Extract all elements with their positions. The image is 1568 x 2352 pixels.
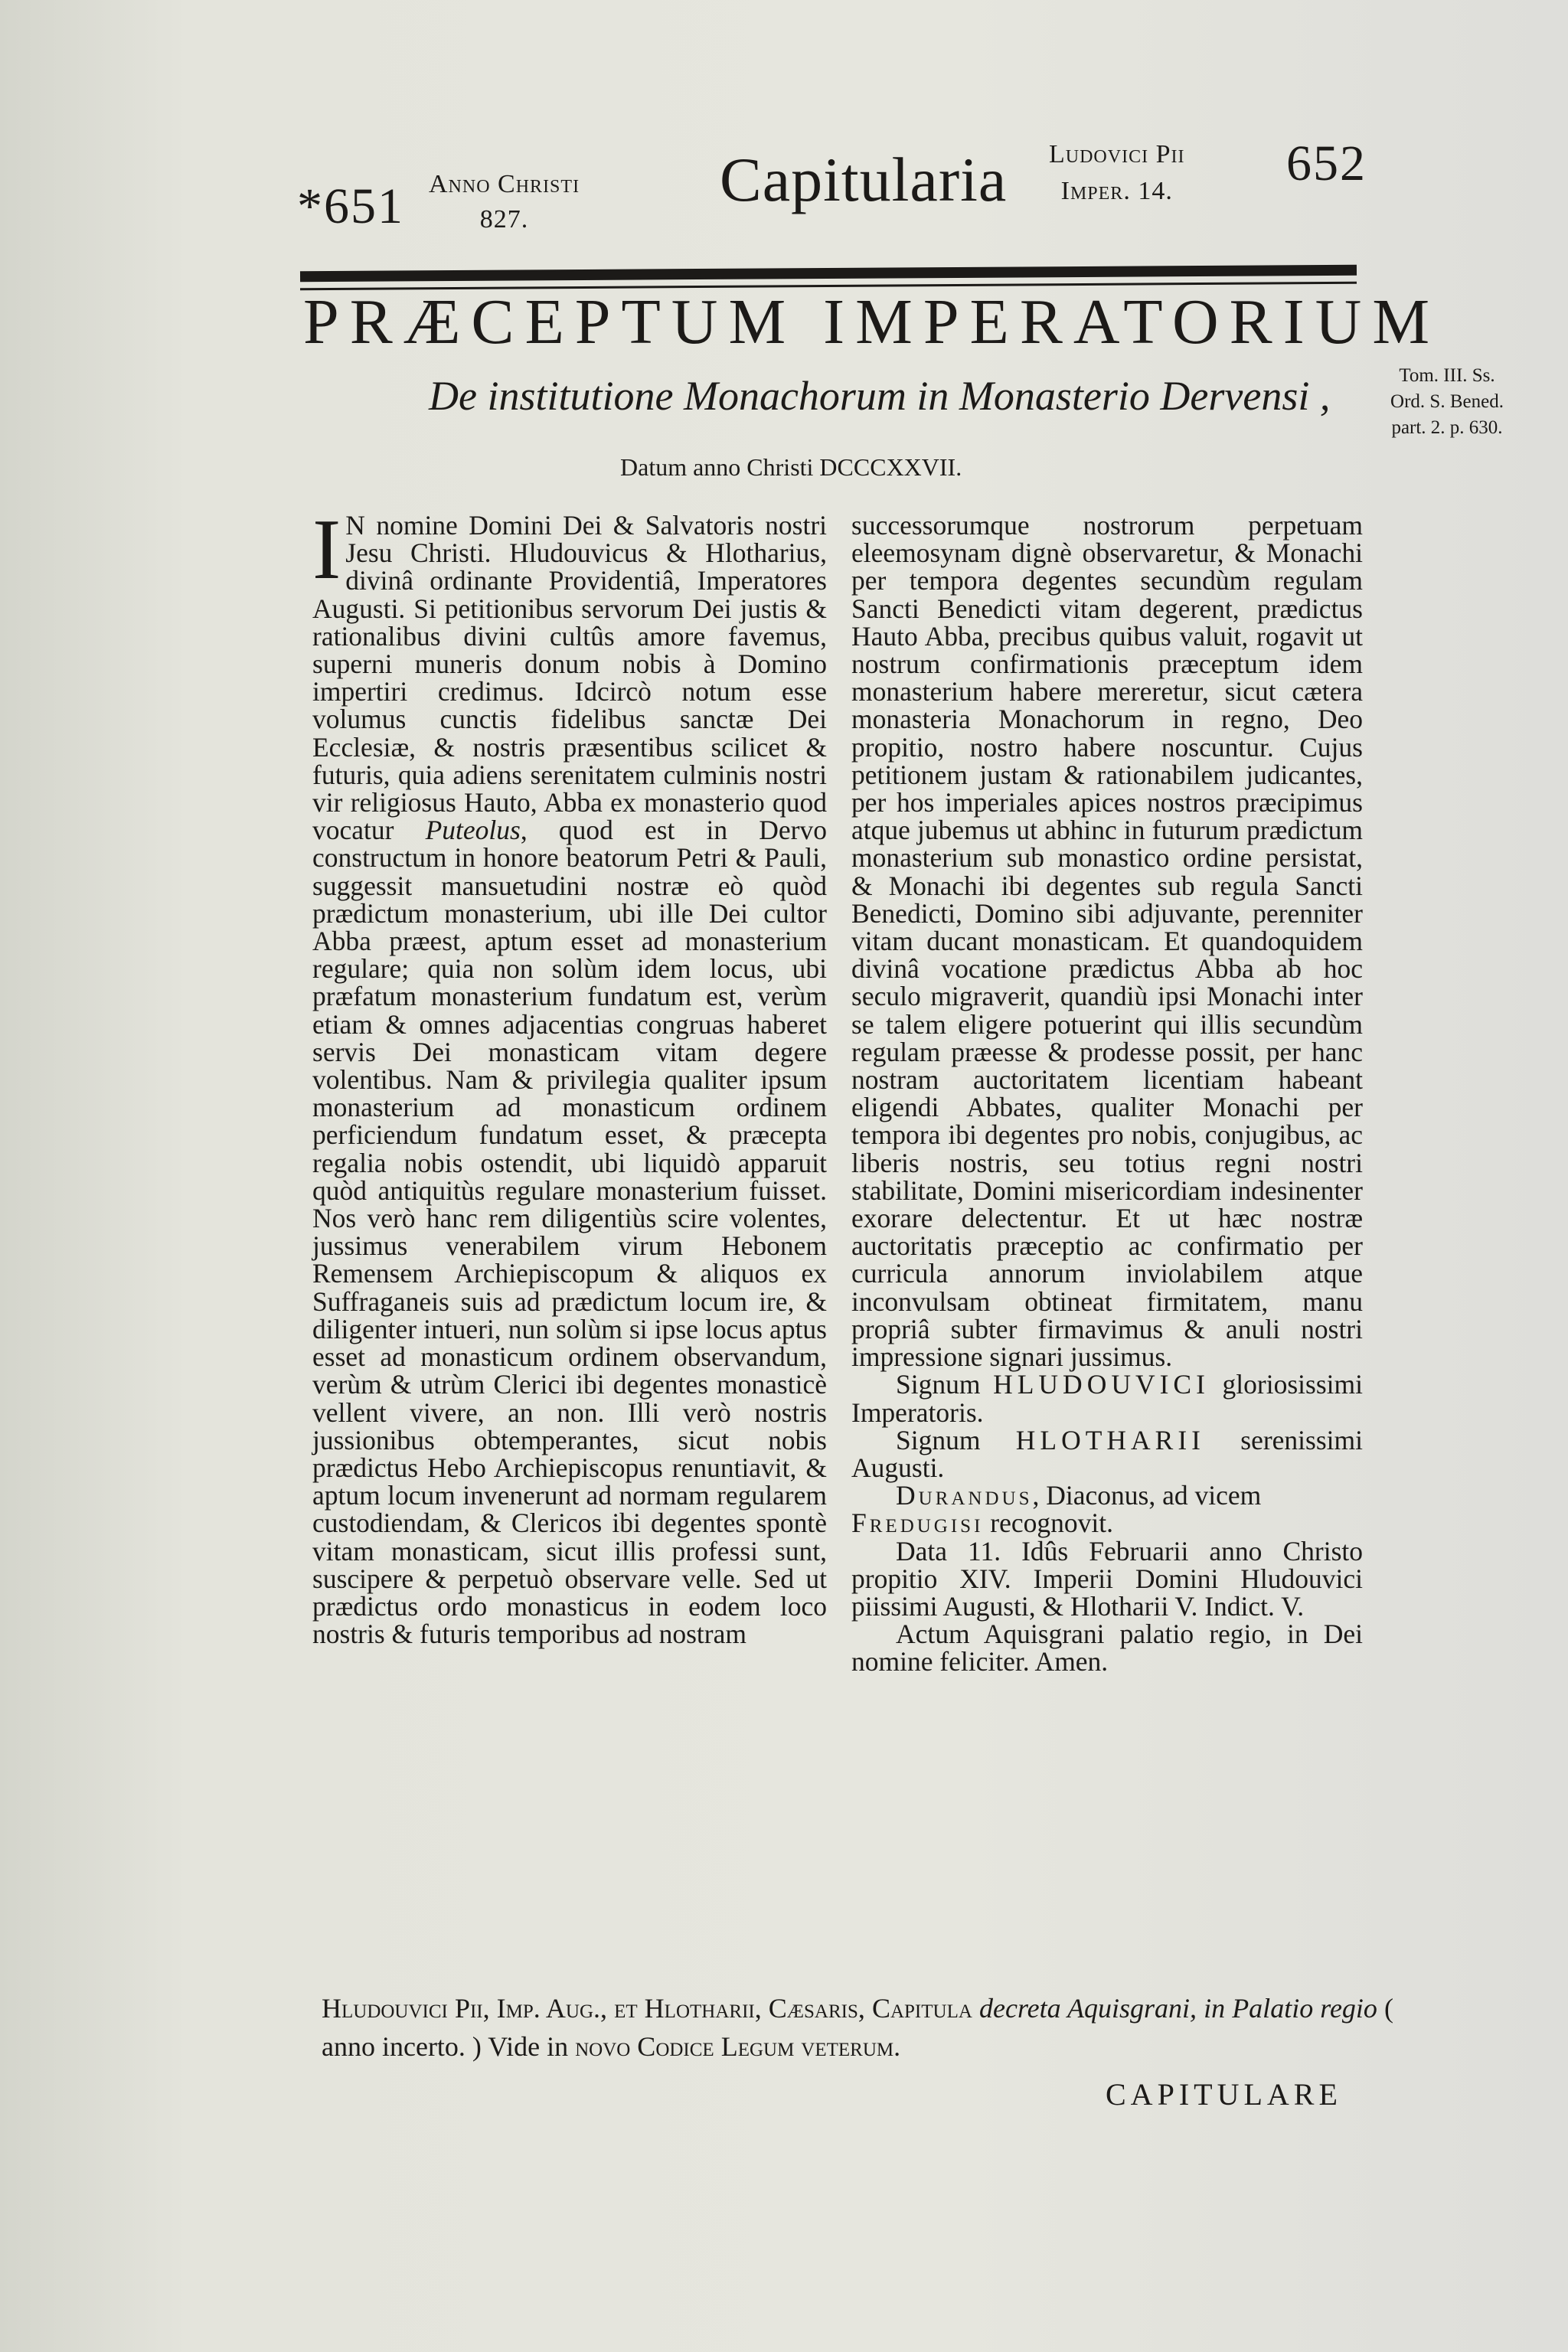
ludovici-label: Ludovici Pii: [1049, 140, 1185, 168]
left-column-paragraph: [312, 502, 828, 1650]
data-paragraph: Data 11. Idûs Februarii anno Christo propitio XIV. Imperii Domini Hludouvici piissimi Augusti, & Hlotharii V. Indict. V.: [851, 1535, 1363, 1622]
place-name-italic: Puteolus: [425, 815, 521, 846]
document-subtitle: De institutione Monachorum in Monasterio Dervensi ,: [429, 373, 1331, 419]
actum-paragraph: Actum Aquisgrani palatio regio, in Dei nomine feliciter. Amen.: [851, 1619, 1363, 1677]
signature-hludouvici: Signum HLUDOUVICI gloriosissimi Imperatoris.: [851, 1369, 1363, 1428]
header-rule-thick: [300, 265, 1357, 282]
anno-christi-header: [429, 167, 580, 237]
durandus-line: Durandus, Diaconus, ad vicem: [896, 1480, 1262, 1511]
fredugisi-line: Fredugisi recognovit.: [851, 1508, 1113, 1539]
page-number-right: 652: [1286, 136, 1367, 191]
left-text-column: [312, 502, 828, 1650]
catchword: CAPITULARE: [1106, 2077, 1342, 2112]
signatory-name: HLOTHARII: [1015, 1424, 1205, 1455]
signature-hlotharii: Signum HLOTHARII serenissimi Augusti.: [851, 1424, 1363, 1483]
footer-note: Hludouvici Pii, Imp. Aug., et Hlotharii, Cæsaris, Capitula decreta Aquisgrani, in Palatio regio ( anno incerto. ) Vide in novo Codice Legum veterum.: [322, 1993, 1393, 2062]
signatory-name: HLUDOUVICI: [993, 1369, 1210, 1400]
left-column-text: N nomine Domini Dei & Salvatoris nostri Jesu Christi. Hludouvicus & Hlotharius, divinâ ordinante Providentiâ, Imperatores Augusti. Si petitionibus servorum Dei justis & rationalibus divini cultûs amore favemus, superni muneris donum nobis à Domino impertiri credimus. Idcircò notum esse volumus cunctis fidelibus sanctæ Dei Ecclesiæ, & nostris præsentibus scilicet & futuris, quia adiens serenitatem culminis nostri vir religiosus Hauto, Abba ex monasterio quod vocatur: [312, 510, 827, 846]
fredugisi-name: Fredugisi: [851, 1508, 984, 1539]
right-column-paragraph: successorumque nostrorum perpetuam eleemosynam dignè observaretur, & Monachi per tempora degentes secundùm regulam Sancti Benedicti vitam degerent, prædictus Hauto Abba, precibus quibus valuit, rogavit ut nostrum confirmationis præceptum idem monasterium habere mereretur, sicut cætera monasteria Monachorum in regno, Deo propitio, nostro habere noscuntur. Cujus petitionem justam & rationabilem judicantes, per hos imperiales apices nostros præcipimus atque jubemus ut abhinc in futurum prædictum monasterium sub monastico ordine persistat, & Monachi ibi degentes sub regula Sancti Benedicti, Domino sibi adjuvante, perenniter vitam ducant monasticam. Et quandoquidem divinâ vocatione prædictus Abba ab hoc seculo migraverit, quandiù ipsi Monachi inter se talem eligere potuerint qui illis secundùm regulam præesse & prodesse possit, per hanc nostram auctoritatem licentiam habeant eligendi Abbates, qualiter Monachi per tempora ibi degentes pro nobis, conjugibus, ac liberis nostris, seu totius regni nostri stabilitate, Domini misericordiam indesinenter exorare delectentur. Et ut hæc nostræ auctoritatis præceptio ac confirmatio per curricula annorum inviolabilem atque inconvulsam obtineat firmitatem, manu propriâ subter firmavimus & anuli nostri impressione signari jussimus.: [851, 510, 1363, 1373]
page-number-left: *651: [297, 178, 404, 234]
running-title: Capitularia: [720, 145, 1008, 214]
durandus-name: Durandus: [896, 1480, 1033, 1511]
drop-capital: I: [312, 502, 341, 597]
margin-reference-note: Tom. III. Ss. Ord. S. Bened. part. 2. p. 630.: [1390, 365, 1504, 438]
left-column-text-continued: , quod est in Dervo constructum in honore beatorum Petri & Pauli, suggessit mansuetudini nostræ eò quòd prædictum monasterium, ubi ille Dei cultor Abba præest, aptum esset ad monasterium regulare; quia non solùm idem locus, ubi præfatum monasterium fundatum est, verùm etiam & omnes adjacentias congruas haberet servis Dei monasticam vitam degere volentibus. Nam & privilegia qualiter ipsum monasterium ad monasticum ordinem perficiendum fundatum esset, & præcepta regalia nobis ostendit, ubi liquidò apparuit quòd antiquitùs regulare monasterium fuisset. Nos verò hanc rem diligentiùs scire volentes, jussimus venerabilem virum Hebonem Remensem Archiepiscopum & aliquos ex Suffraganeis suis ad prædictum locum ire, & diligenter intueri, nun solùm si ipse locus aptus esset ad monasticum ordinem observandum, verùm & utrùm Clerici ibi degentes monasticè vellent vivere, an non. Illi verò nostris jussionibus obtemperantes, sicut nobis prædictus Hebo Archiepiscopus renuntiavit, & aptum locum invenerunt ad normam regularem custodiendam, & Clericos ibi degentes spontè vitam monasticam, sicut illis professi sunt, suscipere & perpetuò observare velle. Sed ut prædictus ordo monasticus in eodem loco nostris & futuris temporibus ad nostram: [312, 815, 828, 1650]
right-text-column: [851, 511, 1363, 1676]
anno-christi-label: Anno Christi: [429, 170, 580, 198]
anno-christi-year: 827.: [479, 205, 529, 234]
imperii-year: Imper. 14.: [1060, 177, 1173, 205]
date-line: Datum anno Christi DCCCXXVII.: [620, 453, 962, 481]
document-title: PRÆCEPTUM IMPERATORIUM: [303, 286, 1441, 358]
ludovici-header: [1049, 136, 1184, 210]
